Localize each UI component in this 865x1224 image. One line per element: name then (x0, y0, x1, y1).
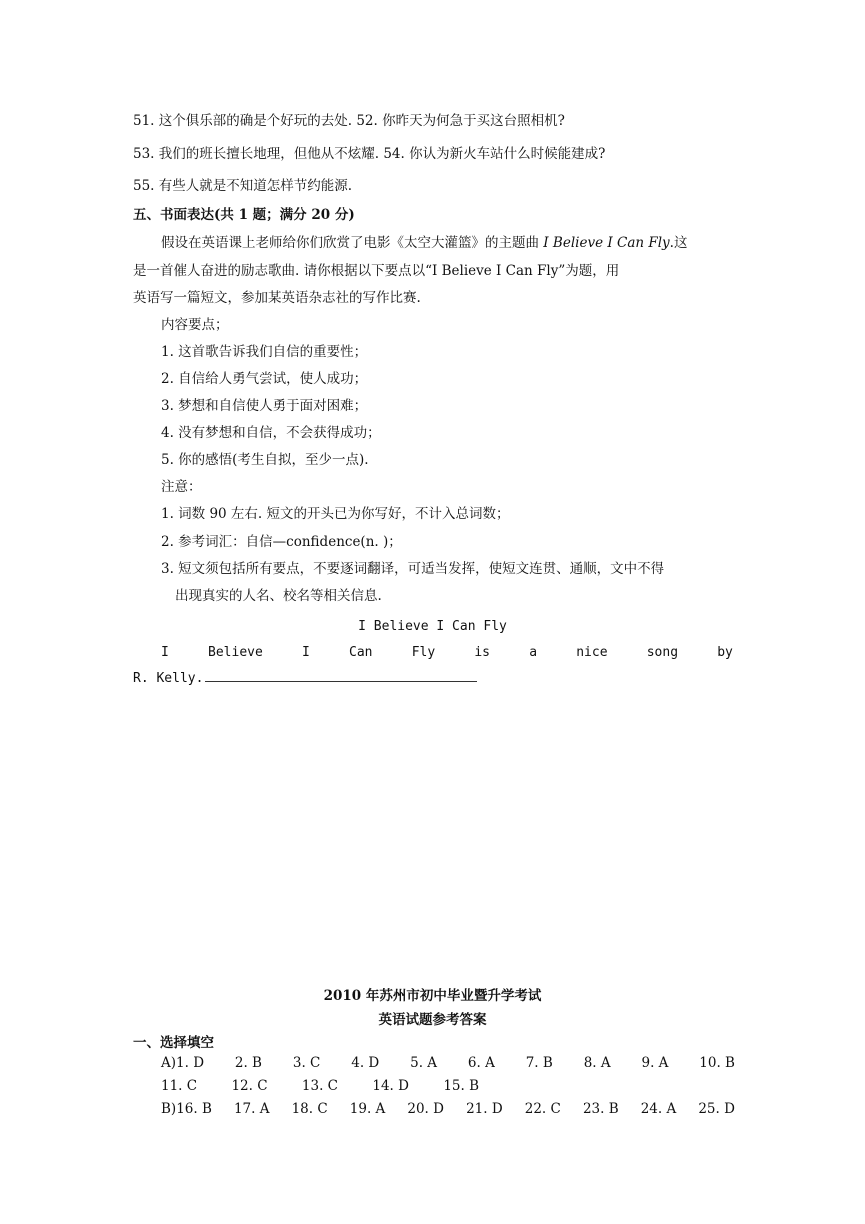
answer-item: 14. D (372, 1078, 409, 1094)
essay-word: Believe (208, 645, 263, 660)
essay-word: Can (349, 645, 373, 660)
answer-item: 22. C (524, 1101, 561, 1117)
answer-item: 13. C (301, 1078, 338, 1094)
answer-item: 24. A (640, 1101, 677, 1117)
essay-word: by (717, 645, 733, 660)
essay-title: I Believe I Can Fly (358, 619, 507, 634)
content-point: 5. 你的感悟(考生自拟，至少一点). (161, 452, 369, 468)
answer-row-b1 (161, 1099, 735, 1119)
answer-item: 25. D (698, 1101, 735, 1117)
answer-item: 4. D (351, 1055, 380, 1071)
answer-item: 11. C (161, 1078, 198, 1094)
content-point: 3. 梦想和自信使人勇于面对困难； (161, 398, 368, 414)
answer-item: 5. A (410, 1055, 438, 1071)
section-5-intro-line-3: 英语写一篇短文，参加某英语杂志社的写作比赛. (133, 290, 421, 306)
essay-line-2-text: R. Kelly. (133, 671, 204, 686)
intro-text-b: .这 (669, 235, 688, 251)
answer-item: 7. B (525, 1055, 553, 1071)
answer-item: 9. A (641, 1055, 669, 1071)
answer-item: 17. A (233, 1101, 270, 1117)
answers-subtitle: 英语试题参考答案 (378, 1012, 487, 1028)
note-item: 1. 词数 90 左右. 短文的开头已为你写好，不计入总词数； (161, 506, 510, 522)
section-5-intro-line-1 (161, 233, 687, 253)
essay-opening-line-1 (161, 643, 733, 663)
essay-word: is (474, 645, 491, 660)
answer-item: 6. A (467, 1055, 495, 1071)
answer-item: 23. B (582, 1101, 619, 1117)
translation-line-53-54: 53. 我们的班长擅长地理，但他从不炫耀. 54. 你认为新火车站什么时候能建成? (133, 146, 606, 162)
content-point: 1. 这首歌告诉我们自信的重要性； (161, 344, 368, 360)
answer-item: 15. B (443, 1078, 479, 1094)
answer-blank-line[interactable] (205, 667, 477, 682)
answer-item: A)1. D (161, 1055, 205, 1071)
answer-row-a2 (161, 1076, 479, 1096)
answers-section-1-heading: 一、选择填空 (133, 1035, 214, 1051)
note-item: 2. 参考词汇：自信—confidence(n. )； (161, 534, 402, 550)
notes-label: 注意： (161, 479, 202, 495)
essay-word: I (302, 645, 310, 660)
content-point: 4. 没有梦想和自信，不会获得成功； (161, 425, 381, 441)
answer-row-a1 (161, 1053, 735, 1073)
answer-item: 21. D (466, 1101, 503, 1117)
content-point: 2. 自信给人勇气尝试，使人成功； (161, 371, 368, 387)
answer-item: 19. A (349, 1101, 386, 1117)
note-item: 3. 短文须包括所有要点，不要逐词翻译，可适当发挥，使短文连贯、通顺，文中不得 (161, 561, 665, 577)
essay-word: nice (576, 645, 608, 660)
essay-word: I (161, 645, 169, 660)
answer-item: B)16. B (161, 1101, 212, 1117)
answer-item: 3. C (292, 1055, 321, 1071)
essay-word: a (529, 645, 538, 660)
answer-item: 10. B (699, 1055, 735, 1071)
content-points-label: 内容要点； (161, 317, 229, 333)
translation-line-51-52: 51. 这个俱乐部的确是个好玩的去处. 52. 你昨天为何急于买这台照相机? (133, 113, 565, 129)
note-item-continued: 出现真实的人名、校名等相关信息. (175, 588, 382, 604)
answer-item: 2. B (234, 1055, 262, 1071)
answer-item: 8. A (583, 1055, 611, 1071)
intro-text-a: 假设在英语课上老师给你们欣赏了电影《太空大灌篮》的主题曲 (161, 235, 544, 251)
section-5-intro-line-2: 是一首催人奋进的励志歌曲. 请你根据以下要点以“I Believe I Can Fly”为题，用 (133, 263, 620, 279)
essay-opening-line-2 (133, 667, 477, 689)
answer-item: 12. C (231, 1078, 268, 1094)
essay-word: Fly (411, 645, 436, 660)
answers-title: 2010 年苏州市初中毕业暨升学考试 (323, 988, 542, 1004)
essay-word: song (646, 645, 679, 660)
answer-item: 20. D (407, 1101, 444, 1117)
translation-line-55: 55. 有些人就是不知道怎样节约能源. (133, 178, 353, 194)
song-title-italic: I Believe I Can Fly (543, 235, 670, 251)
answer-item: 18. C (291, 1101, 328, 1117)
section-5-heading: 五、书面表达(共 1 题；满分 20 分) (133, 207, 355, 223)
